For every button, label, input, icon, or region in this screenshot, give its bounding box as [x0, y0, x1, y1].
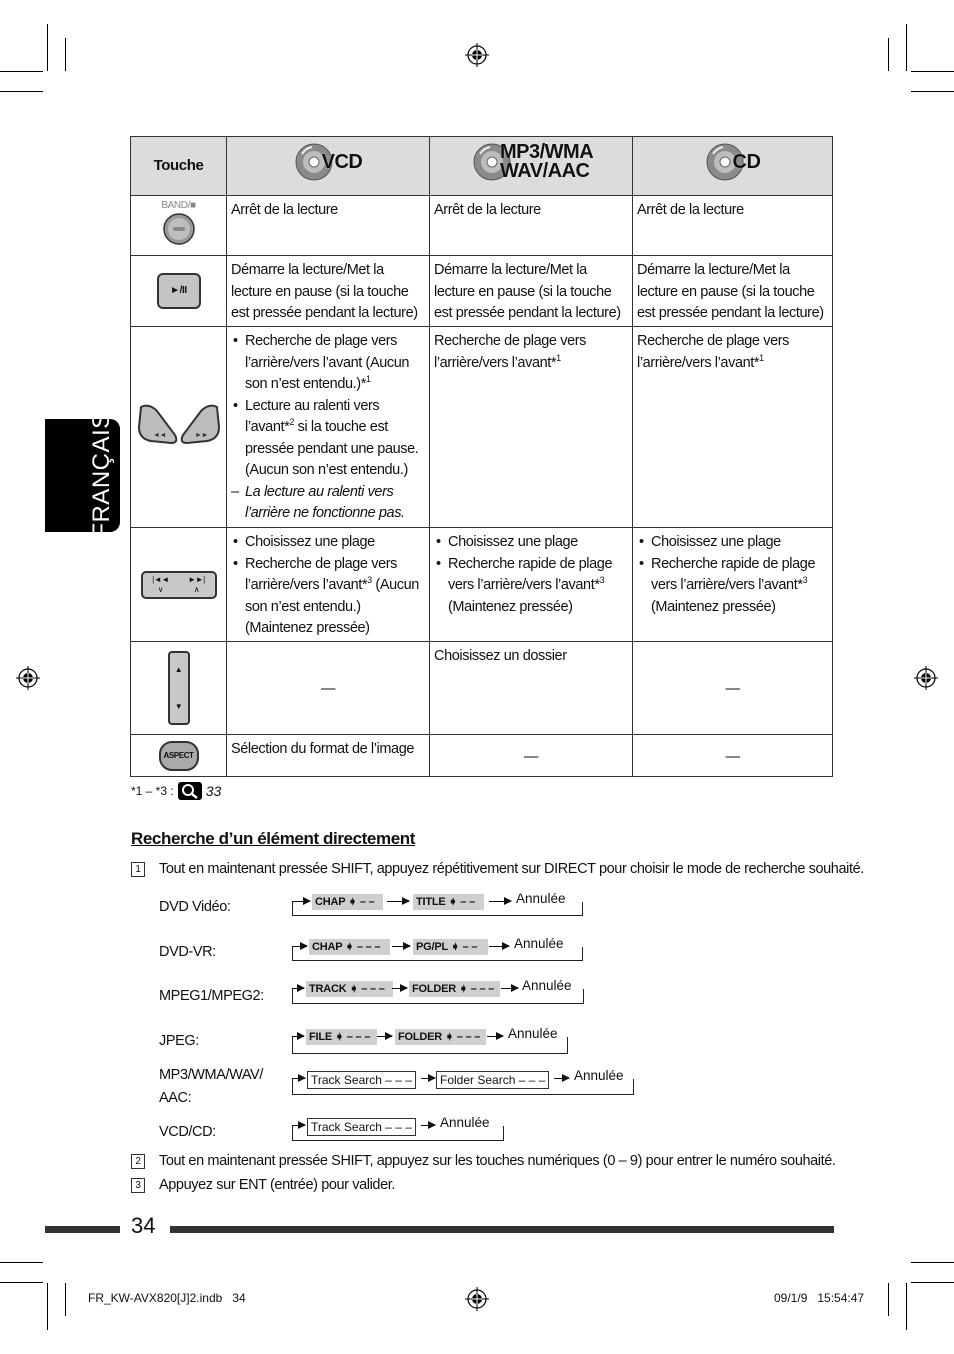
page-number: 34 — [131, 1213, 156, 1238]
step-3 — [131, 1177, 395, 1193]
footnote-marks: *1 – *3 : — [131, 784, 174, 798]
flow-item: FILE ➧ – – – — [306, 1029, 377, 1045]
play-pause-button-cell — [131, 256, 227, 327]
language-tab-label: FRANÇAIS — [88, 412, 115, 538]
flow-end: Annulée — [440, 1115, 490, 1130]
mode-label: VCD/CD: — [159, 1124, 216, 1140]
print-datetime: 09/1/9 15:54:47 — [774, 1291, 865, 1305]
play-pause-label: ►/II — [170, 285, 187, 297]
step-text: Tout en maintenant pressée SHIFT, appuyez sur les touches numériques (0 – 9) pour entrer le numéro souhaité. — [159, 1153, 836, 1169]
aspect-button-icon — [159, 741, 199, 771]
flow-end: Annulée — [574, 1068, 624, 1083]
registration-mark-icon — [914, 666, 938, 690]
header-mp3 — [430, 137, 633, 196]
flow-item: Track Search – – – — [307, 1118, 416, 1136]
footnote-page-ref: 33 — [205, 783, 222, 799]
track-buttons-icon: |◄◄ ►►| ∨ ∧ — [141, 571, 217, 599]
list-item: • Choisissez une plage — [434, 532, 628, 554]
track-vcd — [227, 528, 430, 642]
step-number: 1 — [131, 862, 145, 877]
track-cd — [633, 528, 833, 642]
table-row — [131, 642, 833, 735]
list-item: • Lecture au ralenti vers l’avant*$^2$ si la touche est pressée pendant une pause. (Aucun son n’est entendu.) — [231, 396, 425, 482]
folder-updown-button-icon: ▲ ▼ — [168, 651, 190, 725]
mode-label: MP3/WMA/WAV/ AAC: — [159, 1067, 263, 1106]
list-item: • Recherche de plage vers l’arrière/vers l’avant*$^3$ (Aucun son n’est entendu.) (Maintenez pressée) — [231, 554, 425, 640]
list-item: • Choisissez une plage — [637, 532, 828, 554]
mode-flow-dvd-vr — [292, 936, 582, 961]
track-mp3 — [430, 528, 633, 642]
table-row — [131, 735, 833, 777]
flow-item: TITLE ➧ – – — [413, 894, 484, 910]
band-stop-button-icon — [162, 212, 196, 246]
skip-cd: Recherche de plage vers l’arrière/vers l’avant*$^1$ — [633, 327, 833, 528]
mode-flow-vcd-cd — [292, 1115, 504, 1140]
step-2 — [131, 1153, 836, 1169]
mode-flow-jpeg — [292, 1026, 568, 1051]
mode-flow-dvd-video — [292, 891, 582, 916]
mode-flow-mp3 — [292, 1068, 634, 1093]
table-row — [131, 196, 833, 256]
flow-end: Annulée — [516, 891, 566, 906]
stop-vcd: Arrêt de la lecture — [227, 196, 430, 256]
header-touche: Touche — [131, 137, 227, 196]
band-stop-button-cell — [131, 196, 227, 256]
table-row — [131, 256, 833, 327]
mode-label: JPEG: — [159, 1033, 199, 1049]
flow-item: CHAP ➧ – – — [312, 894, 383, 910]
print-file-info: FR_KW-AVX820[J]2.indb 34 — [88, 1291, 246, 1305]
mp3-logo-text: MP3/WMA WAV/AAC — [500, 141, 593, 183]
note: – La lecture au ralenti vers l’arrière ne fonctionne pas. — [231, 482, 425, 525]
folder-vcd: — — [227, 642, 430, 735]
mode-label: DVD Vidéo: — [159, 899, 231, 915]
table-row — [131, 327, 833, 528]
mode-label: DVD-VR: — [159, 944, 216, 960]
registration-mark-icon — [465, 43, 489, 67]
svg-text:◄◄: ◄◄ — [152, 432, 166, 440]
flow-item: Folder Search – – – — [436, 1071, 549, 1089]
folder-mp3: Choisissez un dossier — [430, 642, 633, 735]
play-pause-button-icon — [157, 273, 201, 309]
registration-mark-icon — [465, 1287, 489, 1311]
aspect-vcd: Sélection du format de l’image — [227, 735, 430, 777]
folder-buttons-cell — [131, 642, 227, 735]
skip-buttons-icon — [135, 401, 223, 445]
aspect-button-cell — [131, 735, 227, 777]
footer-rule-left — [45, 1226, 120, 1233]
list-item: • Choisissez une plage — [231, 532, 425, 554]
play-cd: Démarre la lecture/Met la lecture en pause (si la touche est pressée pendant la lecture) — [633, 256, 833, 327]
track-buttons-cell — [131, 528, 227, 642]
list-item: • Recherche rapide de plage vers l’arrière/vers l’avant*$^3$ (Maintenez pressée) — [434, 554, 628, 619]
skip-mp3: Recherche de plage vers l’arrière/vers l’avant*$^1$ — [430, 327, 633, 528]
header-cd — [633, 137, 833, 196]
band-button-label: BAND/■ — [161, 199, 196, 211]
flow-end: Annulée — [508, 1026, 558, 1041]
button-function-table — [130, 136, 833, 777]
cd-logo-text: CD — [732, 150, 761, 173]
skip-buttons-cell — [131, 327, 227, 528]
section-title: Recherche d’un élément directement — [131, 829, 415, 848]
flow-item: Track Search – – – — [307, 1071, 416, 1089]
step-text: Appuyez sur ENT (entrée) pour valider. — [159, 1177, 395, 1193]
aspect-mp3: — — [430, 735, 633, 777]
flow-item: FOLDER ➧ – – – — [395, 1029, 486, 1045]
list-item: • Recherche rapide de plage vers l’arrière/vers l’avant*$^3$ (Maintenez pressée) — [637, 554, 828, 619]
play-vcd: Démarre la lecture/Met la lecture en pause (si la touche est pressée pendant la lecture) — [227, 256, 430, 327]
play-mp3: Démarre la lecture/Met la lecture en pause (si la touche est pressée pendant la lecture) — [430, 256, 633, 327]
step-number: 3 — [131, 1178, 145, 1193]
mode-flow-mpeg — [292, 978, 584, 1003]
step-text: Tout en maintenant pressée SHIFT, appuyez répétitivement sur DIRECT pour choisir le mode de recherche souhaité. — [159, 861, 864, 877]
flow-end: Annulée — [522, 978, 572, 993]
language-tab — [45, 412, 120, 538]
footer-rule-right — [170, 1226, 834, 1233]
list-item: • Recherche de plage vers l’arrière/vers l’avant (Aucun son n’est entendu.)*$^1$ — [231, 331, 425, 396]
vcd-logo-text: VCD — [321, 150, 363, 173]
registration-mark-icon — [16, 666, 40, 690]
folder-cd: — — [633, 642, 833, 735]
flow-item: FOLDER ➧ – – – — [409, 981, 500, 997]
flow-item: CHAP ➧ – – – — [309, 939, 390, 955]
search-icon — [178, 782, 202, 800]
stop-cd: Arrêt de la lecture — [633, 196, 833, 256]
footnote — [131, 782, 221, 800]
svg-text:►►: ►► — [194, 432, 208, 440]
step-number: 2 — [131, 1154, 145, 1169]
header-vcd — [227, 137, 430, 196]
skip-vcd — [227, 327, 430, 528]
table-row — [131, 528, 833, 642]
aspect-button-label: ASPECT — [163, 750, 194, 760]
stop-mp3: Arrêt de la lecture — [430, 196, 633, 256]
step-1 — [131, 861, 864, 877]
flow-item: TRACK ➧ – – – — [306, 981, 393, 997]
mode-label: MPEG1/MPEG2: — [159, 988, 264, 1004]
aspect-cd: — — [633, 735, 833, 777]
flow-item: PG/PL ➧ – – — [413, 939, 488, 955]
flow-end: Annulée — [514, 936, 564, 951]
